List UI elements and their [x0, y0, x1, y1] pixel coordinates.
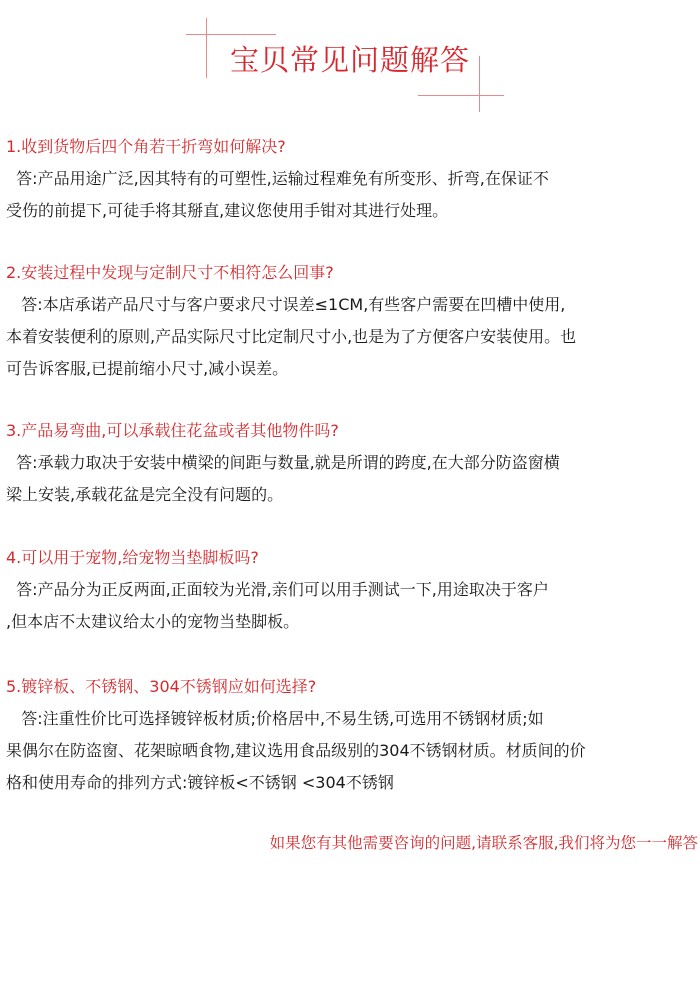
faq-answer-line: 可告诉客服,已提前缩小尺寸,减小误差。	[6, 359, 289, 378]
faq-answer-line: 果偶尔在防盗窗、花架晾晒食物,建议选用食品级别的304不锈钢材质。材质间的价	[6, 741, 586, 760]
faq-answer-line: 答:产品分为正反两面,正面较为光滑,亲们可以用手测试一下,用途取决于客户	[6, 580, 549, 599]
faq-answer-line: 本着安装便利的原则,产品实际尺寸比定制尺寸小,也是为了方便客户安装使用。也	[6, 327, 577, 346]
faq-answer	[6, 447, 694, 511]
faq-answer-line: 答:承载力取决于安装中横梁的间距与数量,就是所谓的跨度,在大部分防盗窗横	[6, 453, 560, 472]
decor-line-top-horizontal	[186, 34, 276, 35]
faq-item-2	[6, 259, 694, 385]
faq-answer-line: 答:注重性价比可选择镀锌板材质;价格居中,不易生锈,可选用不锈钢材质;如	[6, 709, 544, 728]
faq-answer-line: 格和使用寿命的排列方式:镀锌板<不锈钢 <304不锈钢	[6, 773, 394, 792]
faq-item-3	[6, 417, 694, 511]
faq-answer	[6, 703, 694, 799]
faq-answer-line: 答:产品用途广泛,因其特有的可塑性,运输过程难免有所变形、折弯,在保证不	[6, 169, 549, 188]
faq-item-5	[6, 673, 694, 799]
faq-question: 5.镀锌板、不锈钢、304不锈钢应如何选择?	[6, 677, 317, 696]
faq-item-4	[6, 544, 694, 638]
page-title: 宝贝常见问题解答	[229, 43, 470, 77]
faq-answer	[6, 163, 694, 227]
faq-answer-line: ,但本店不太建议给太小的宠物当垫脚板。	[6, 612, 300, 631]
faq-question: 1.收到货物后四个角若干折弯如何解决?	[6, 137, 286, 156]
faq-answer	[6, 289, 694, 385]
faq-question: 2.安装过程中发现与定制尺寸不相符怎么回事?	[6, 263, 334, 282]
decor-line-bottom-horizontal	[418, 95, 504, 96]
contact-service-note: 如果您有其他需要咨询的问题,请联系客服,我们将为您一一解答	[269, 834, 698, 852]
faq-answer-line: 答:本店承诺产品尺寸与客户要求尺寸误差≤1CM,有些客户需要在凹槽中使用,	[6, 295, 566, 314]
faq-question: 4.可以用于宠物,给宠物当垫脚板吗?	[6, 548, 259, 567]
faq-answer-line: 受伤的前提下,可徒手将其掰直,建议您使用手钳对其进行处理。	[6, 201, 449, 220]
faq-question: 3.产品易弯曲,可以承载住花盆或者其他物件吗?	[6, 421, 339, 440]
faq-item-1	[6, 133, 694, 227]
faq-answer	[6, 574, 694, 638]
faq-answer-line: 梁上安装,承载花盆是完全没有问题的。	[6, 485, 284, 504]
